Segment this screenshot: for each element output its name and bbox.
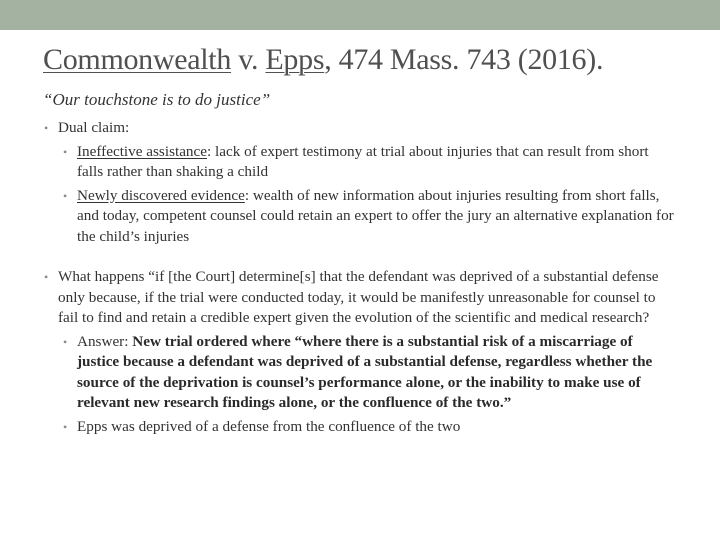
what-happens-text: What happens “if [the Court] determine[s] that the defendant was deprived of a substantial defense only because, if the trial were conducted today, it would be manifestly unreasonable for counsel to fail to find and retain a credible expert given the evolution of the scientific and medical research? xyxy=(58,268,659,326)
slide-title xyxy=(43,42,603,78)
bullet-dot-icon: • xyxy=(63,334,68,349)
bullet-dot-icon: • xyxy=(63,419,68,434)
title-citation: , 474 Mass. 743 (2016). xyxy=(324,43,604,76)
bullet-ineffective-assistance xyxy=(44,142,674,183)
newly-discovered-label: Newly discovered evidence xyxy=(77,186,245,204)
ineffective-assistance-label: Ineffective assistance xyxy=(77,142,208,160)
title-versus: v. xyxy=(231,43,266,76)
bullet-what-happens xyxy=(44,267,674,329)
bullet-newly-discovered-evidence xyxy=(44,186,674,248)
bullet-dot-icon: • xyxy=(63,144,68,159)
bullet-dot-icon: • xyxy=(44,270,49,284)
title-case-name-2: Epps xyxy=(265,43,325,76)
bullet-dot-icon: • xyxy=(44,121,49,135)
newly-discovered-text: : wealth of new information about injuries resulting from short falls, and today, competent counsel could retain an expert to offer the jury an alternative explanation for the child’s injuries xyxy=(77,186,674,245)
bullet-list xyxy=(44,118,674,437)
quote-subtitle: “Our touchstone is to do justice” xyxy=(43,90,271,109)
answer-text: New trial ordered where “where there is a substantial risk of a miscarriage of justice because a defendant was deprived of a substantial defense, regardless whether the source of the deprivation is counsel’s performance alone, or the inability to make use of relevant new research findings alone, or the confluence of the two.” xyxy=(77,332,653,411)
bullet-answer xyxy=(44,332,674,414)
dual-claim-text: Dual claim: xyxy=(58,119,130,136)
epps-deprived-text: Epps was deprived of a defense from the confluence of the two xyxy=(77,417,461,435)
title-case-name-1: Commonwealth xyxy=(43,43,232,76)
bullet-epps-deprived xyxy=(44,417,674,438)
bullet-dot-icon: • xyxy=(63,188,68,203)
top-accent-bar xyxy=(0,0,720,30)
answer-label: Answer: xyxy=(77,332,133,350)
ineffective-assistance-text: : lack of expert testimony at trial about injuries that can result from short falls rather than shaking a child xyxy=(77,142,649,180)
bullet-dual-claim xyxy=(44,118,674,139)
